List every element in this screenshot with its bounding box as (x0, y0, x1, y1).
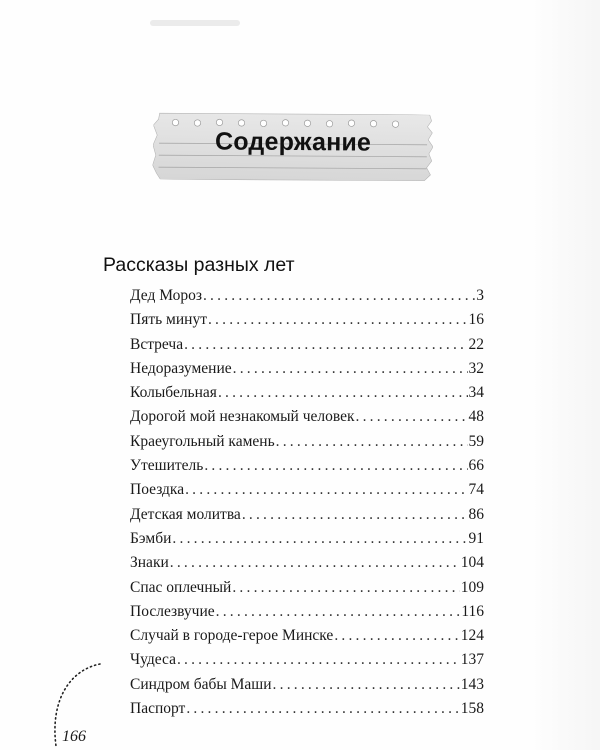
toc-entry-page: 91 (468, 529, 484, 547)
toc-entry-page: 32 (468, 359, 484, 377)
toc-entry (130, 284, 484, 308)
dot-leader (170, 551, 460, 575)
toc-entry-title: Бэмби (130, 529, 172, 547)
toc-entry-page: 104 (460, 554, 484, 572)
toc-entry-title: Чудеса (130, 651, 176, 669)
dot-leader (185, 478, 467, 502)
table-of-contents (130, 284, 484, 721)
toc-entry (130, 673, 484, 697)
dot-leader (177, 648, 460, 672)
toc-entry-title: Случай в городе-герое Минске (130, 627, 334, 645)
toc-entry (130, 527, 484, 551)
toc-entry (130, 551, 484, 575)
dot-leader (208, 308, 468, 332)
toc-entry (130, 357, 484, 381)
page-edge-shadow (530, 0, 600, 750)
toc-entry (130, 308, 484, 332)
toc-entry-page: 137 (460, 651, 484, 669)
toc-entry-page: 116 (461, 602, 484, 620)
toc-entry (130, 381, 484, 405)
toc-entry-title: Пять минут (130, 311, 207, 329)
dot-leader (172, 527, 467, 551)
toc-entry-page: 66 (468, 457, 484, 475)
dot-leader (273, 673, 460, 697)
page-number: 166 (62, 728, 86, 745)
toc-entry-page: 16 (468, 311, 484, 329)
dot-leader (233, 357, 468, 381)
dot-leader (203, 284, 475, 308)
toc-entry-title: Спас оплечный (130, 578, 232, 596)
toc-entry-page: 109 (460, 578, 484, 596)
toc-entry-title: Колыбельная (130, 384, 217, 402)
toc-entry-title: Паспорт (130, 700, 186, 718)
toc-entry-page: 124 (460, 627, 484, 645)
dot-leader (334, 624, 459, 648)
section-title: Рассказы разных лет (103, 254, 295, 276)
dot-leader (204, 454, 467, 478)
toc-entry (130, 648, 484, 672)
toc-entry-title: Дорогой мой незнакомый человек (130, 408, 355, 426)
toc-entry-page: 34 (468, 384, 484, 402)
dot-leader (276, 430, 468, 454)
torn-note-paper (152, 109, 433, 185)
toc-entry-title: Поездка (130, 481, 185, 499)
toc-entry (130, 600, 484, 624)
toc-entry-page: 74 (468, 481, 484, 499)
toc-entry-page: 158 (460, 700, 484, 718)
toc-entry (130, 503, 484, 527)
toc-entry (130, 454, 484, 478)
toc-entry-page: 22 (468, 335, 484, 353)
toc-entry (130, 430, 484, 454)
toc-entry-title: Знаки (130, 554, 169, 572)
toc-entry (130, 576, 484, 600)
toc-entry-title: Детская молитва (130, 505, 241, 523)
toc-entry-page: 59 (468, 432, 484, 450)
toc-entry-page: 86 (468, 505, 484, 523)
toc-entry-title: Синдром бабы Маши (130, 675, 272, 693)
toc-entry-title: Краеугольный камень (130, 432, 275, 450)
dot-leader (216, 600, 461, 624)
toc-entry-page: 143 (460, 675, 484, 693)
dot-leader (356, 405, 468, 429)
toc-entry (130, 405, 484, 429)
toc-entry-title: Утешитель (130, 457, 204, 475)
toc-entry-title: Недоразумение (130, 359, 232, 377)
toc-entry-title: Дед Мороз (130, 287, 202, 304)
contents-heading: Содержание (214, 127, 372, 157)
dot-leader (184, 333, 467, 357)
toc-entry-page: 3 (476, 287, 484, 304)
toc-entry-page: 48 (468, 408, 484, 426)
dot-leader (218, 381, 468, 405)
dot-leader (242, 503, 468, 527)
dot-leader (186, 697, 459, 721)
toc-entry (130, 624, 484, 648)
dot-leader (232, 576, 459, 600)
toc-entry-title: Послезвучие (130, 602, 215, 620)
faded-running-header (150, 20, 240, 26)
toc-entry (130, 478, 484, 502)
toc-entry-title: Встреча (130, 335, 184, 353)
toc-entry (130, 697, 484, 721)
toc-entry (130, 333, 484, 357)
